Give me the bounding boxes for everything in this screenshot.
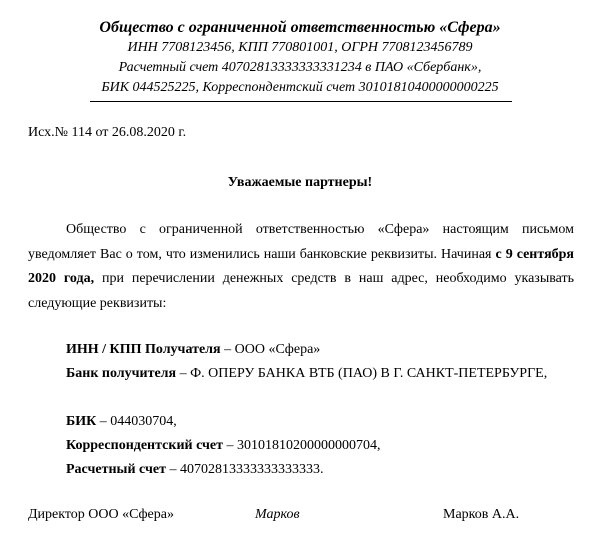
requisite-inn-kpp (28, 338, 574, 362)
signature-sign: Марков (255, 507, 300, 522)
requisite-corr-account (28, 434, 574, 458)
requisite-account-value: – 40702813333333333333. (165, 462, 324, 477)
requisite-corr-account-label: Корреспондентский счет (66, 438, 224, 453)
company-bank: БИК 044525225, Корреспондентский счет 30101810400000000225 (101, 80, 499, 95)
requisite-bik (28, 410, 574, 434)
body-part-2: при перечислении денежных средств в наш адрес, необходимо указывать следующие реквизиты: (28, 271, 575, 311)
company-name: Общество с ограниченной ответственностью «Сфера» (99, 19, 501, 36)
requisite-inn-kpp-label: ИНН / КПП Получателя (66, 342, 221, 357)
letterhead (60, 18, 540, 98)
company-ids: ИНН 7708123456, КПП 770801001, ОГРН 7708123456789 (127, 40, 473, 55)
requisite-account (28, 458, 574, 482)
requisite-bank (28, 362, 574, 386)
body-effective-date: с 9 сентября 2020 года, (28, 246, 575, 286)
requisite-bank-label: Банк получителя (66, 366, 177, 381)
body-paragraph (28, 218, 574, 316)
requisite-corr-account-value: – 30101810200000000704, (223, 438, 381, 453)
signature-name: Марков А.А. (443, 507, 520, 522)
requisite-bik-value: – 044030704, (96, 414, 177, 429)
signature-position: Директор ООО «Сфера» (28, 507, 174, 522)
body-part-1: Общество с ограниченной ответственностью «Сфера» настоящим письмом уведомляет Вас о том, что изменились наши банковские реквизиты. Начиная (28, 222, 574, 262)
requisite-bank-value: – Ф. ОПЕРУ БАНКА ВТБ (ПАО) В Г. САНКТ-ПЕТЕРБУРГЕ, (176, 366, 548, 381)
requisite-account-label: Расчетный счет (66, 462, 166, 477)
letterhead-divider (90, 101, 512, 102)
salutation: Уважаемые партнеры! (227, 175, 373, 190)
requisite-inn-kpp-value: – ООО «Сфера» (220, 342, 321, 357)
requisite-bik-label: БИК (66, 414, 97, 429)
outgoing-reference: Исх.№ 114 от 26.08.2020 г. (28, 125, 187, 140)
company-account: Расчетный счет 40702813333333331234 в ПАО «Сбербанк», (118, 60, 482, 75)
